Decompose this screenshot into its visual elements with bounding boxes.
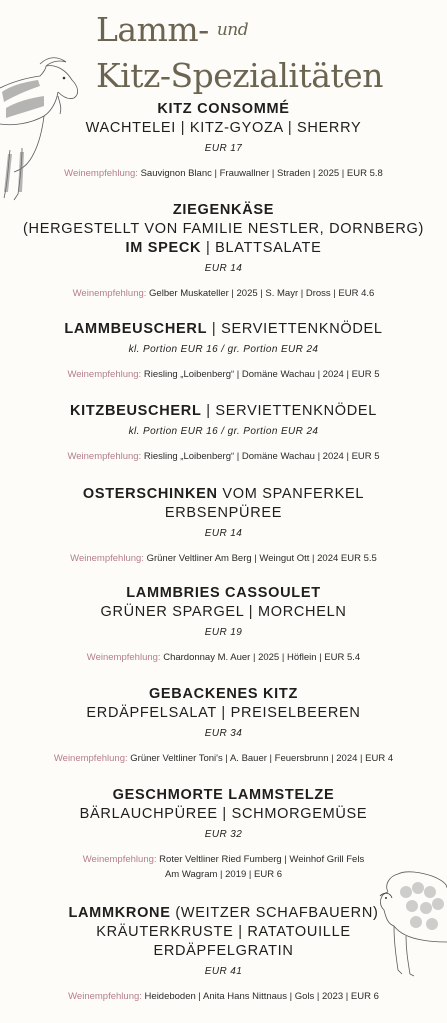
dish-name-rest: | SERVIETTENKNÖDEL (206, 403, 378, 419)
dish-name-bold: LAMMBEUSCHERL (64, 321, 208, 337)
dish-name-mid: (HERGESTELLT VON FAMILIE NESTLER, DORNBERG) (23, 221, 424, 237)
wine-label: Weinempfehlung: (53, 753, 128, 764)
wine-recommendation (0, 367, 447, 382)
dish-price: EUR 17 (204, 143, 243, 154)
dish-name (0, 402, 447, 421)
wine-recommendation (0, 449, 447, 464)
wine-text: Riesling „Loibenberg“ | Domäne Wachau | 2024 | EUR 5 (143, 451, 380, 462)
dish-name-bold: ZIEGENKÄSE (172, 202, 275, 218)
title-kitz: Kitz-Spezialitäten (96, 56, 383, 95)
dish-name-rest: GRÜNER SPARGEL | MORCHELN (100, 604, 347, 620)
dish-price: EUR 34 (204, 728, 243, 739)
dish-price: EUR 32 (204, 829, 243, 840)
wine-recommendation (0, 551, 447, 566)
dish-name (0, 786, 447, 824)
dish-kitzbeuscherl (0, 402, 447, 464)
wine-text: Grüner Veltliner Toni's | A. Bauer | Feuersbrunn | 2024 | EUR 4 (130, 753, 394, 764)
dish-price: EUR 14 (204, 263, 243, 274)
dish-name (0, 485, 447, 523)
wine-text: Roter Veltliner Ried Fumberg | Weinhof Grill Fels Am Wagram | 2019 | EUR 6 (159, 854, 365, 880)
dish-name-bold: LAMMBRIES CASSOULET (126, 585, 321, 601)
wine-label: Weinempfehlung: (82, 854, 157, 865)
dish-name-bold2: IM SPECK (125, 240, 202, 256)
wine-recommendation (0, 989, 447, 1004)
wine-label: Weinempfehlung: (70, 553, 144, 564)
dish-name-rest: ERDÄPFELSALAT | PREISELBEEREN (86, 705, 361, 721)
dish-name-bold: KITZ CONSOMMÉ (157, 101, 290, 117)
dish-name (0, 685, 447, 723)
dish-name-rest: | SERVIETTENKNÖDEL (211, 321, 383, 337)
dish-name-bold: GEBACKENES KITZ (148, 686, 299, 702)
dish-lammbeuscherl (0, 320, 447, 382)
dish-price: EUR 41 (204, 966, 243, 977)
wine-label: Weinempfehlung: (67, 369, 142, 380)
sheep-illustration (376, 862, 447, 982)
dish-kitz-consomme (0, 100, 447, 181)
dish-price: EUR 14 (204, 528, 243, 539)
dish-name-rest: VOM SPANFERKEL ERBSENPÜREE (164, 486, 365, 521)
wine-label: Weinempfehlung: (67, 451, 142, 462)
wine-text: Grüner Veltliner Am Berg | Weingut Ott | 2024 EUR 5.5 (146, 553, 377, 564)
title-lamm: Lamm- (96, 10, 209, 49)
wine-text: Gelber Muskateller | 2025 | S. Mayr | Dross | EUR 4.6 (149, 288, 375, 299)
dish-name-bold: GESCHMORTE LAMMSTELZE (112, 787, 335, 803)
wine-recommendation (0, 166, 447, 181)
dish-name-rest: | BLATTSALATE (205, 240, 322, 256)
wine-recommendation (0, 286, 447, 301)
dish-osterschinken (0, 485, 447, 566)
dish-ziegenkaese (0, 201, 447, 301)
wine-recommendation (0, 650, 447, 665)
dish-name-rest: (WEITZER SCHAFBAUERN) KRÄUTERKRUSTE | RATATOUILLE ERDÄPFELGRATIN (96, 905, 379, 959)
dish-name (0, 320, 447, 339)
dish-lammbries-cassoulet (0, 584, 447, 665)
dish-price: EUR 19 (204, 627, 243, 638)
dish-gebackenes-kitz (0, 685, 447, 766)
dish-name-rest: WACHTELEI | KITZ-GYOZA | SHERRY (85, 120, 362, 136)
wine-recommendation (0, 751, 447, 766)
wine-label: Weinempfehlung: (68, 991, 142, 1002)
dish-name-bold: KITZBEUSCHERL (69, 403, 202, 419)
dish-name (0, 201, 447, 258)
page-title (96, 10, 436, 96)
dish-name-rest: BÄRLAUCHPÜREE | SCHMORGEMÜSE (79, 806, 368, 822)
dish-name (0, 584, 447, 622)
wine-label: Weinempfehlung: (86, 652, 161, 663)
wine-text: Chardonnay M. Auer | 2025 | Höflein | EUR 5.4 (163, 652, 361, 663)
wine-text: Sauvignon Blanc | Frauwallner | Straden | 2025 | EUR 5.8 (140, 168, 383, 179)
title-und: und (216, 20, 249, 40)
wine-text: Riesling „Loibenberg“ | Domäne Wachau | 2024 | EUR 5 (143, 369, 380, 380)
dish-price: kl. Portion EUR 16 / gr. Portion EUR 24 (128, 344, 319, 355)
dish-name (0, 100, 447, 138)
wine-label: Weinempfehlung: (64, 168, 138, 179)
wine-text: Heideboden | Anita Hans Nittnaus | Gols | 2023 | EUR 6 (144, 991, 379, 1002)
dish-name-bold: OSTERSCHINKEN (82, 486, 218, 502)
dish-price: kl. Portion EUR 16 / gr. Portion EUR 24 (128, 426, 319, 437)
dish-name-bold: LAMMKRONE (68, 905, 171, 921)
wine-label: Weinempfehlung: (72, 288, 147, 299)
